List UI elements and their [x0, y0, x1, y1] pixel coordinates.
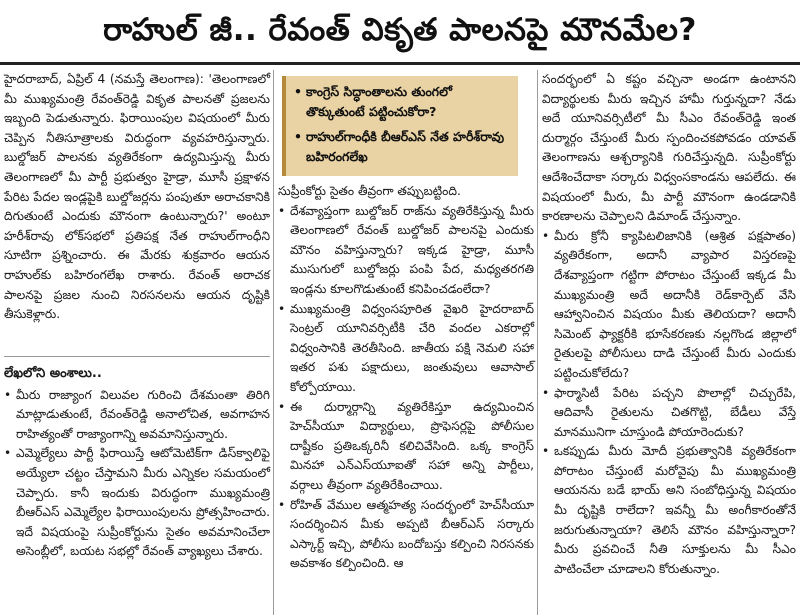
letter-point: • రోహిత్ వేముల ఆత్మహత్య సందర్భంలో హెచ్‌సీయూ సందర్శించిన మీకు అప్పటి బీఆర్ఎస్ సర్కారు ఎస్కార్ట్ ఇచ్చి, పోలీసు బందోబస్తు కల్పించి నిరసనకు అవకాశం కల్పించింది. ఆ	[278, 496, 534, 574]
letter-point: • దేశవ్యాప్తంగా బుల్డోజర్ రాజ్‌ను వ్యతిరేకిస్తున్న మీరు తెలంగాణలో రేవంత్ బుల్డోజర్ పాలనపై ఎందుకు మౌనం వహిస్తున్నారు? ఇక్కడ హైడ్రా, మూసీ ముసుగులో బుల్డోజర్లు పంపి పేద, మధ్యతరగతి ఇండ్లను కూలగొడుతుంటే కనిపించడంలేదా?	[278, 202, 534, 300]
letter-point: • ఎమ్మెల్యేలు పార్టీ ఫిరాయిస్తే ఆటోమెటిక్‌గా డిస్‌క్వాలిఫై అయ్యేలా చట్టం చేస్తామని మీరు ఎన్నికల సమయంలో చెప్పారు. కానీ ఇందుకు విరుద్ధంగా ముఖ్యమంత్రి బీఆర్ఎస్ ఎమ్మెల్యేల ఫిరాయింపులను ప్రోత్సహించారు. ఇదే విషయంపై సుప్రీంకోర్టును సైతం అవమానించేలా అసెంబ్లీలో, బయట సభల్లో రేవంత్ వ్యాఖ్యలు చేశారు.	[4, 444, 270, 562]
headline: రాహుల్ జీ.. రేవంత్ వికృత పాలనపై మౌనమేల?	[103, 12, 697, 48]
article-column-3	[542, 70, 796, 579]
letter-point: • మీరు క్రోనీ క్యాపిటలిజానికి (ఆశ్రిత పక్షపాతం) వ్యతిరేకంగా, అదానీ వ్యాపార విస్తరణపై దేశవ్యాప్తంగా గట్టిగా పోరాటం చేస్తుంటే ఇక్కడ మీ ముఖ్యమంత్రి అదే అదానీకి రెడ్‌కార్పెట్ వేసి ఆహ్వానించిన విషయం మీకు తెలియదా? అదానీ సిమెంట్ ఫ్యాక్టరీకి భూసేకరణకు నల్లగొండ జిల్లాలో రైతులపై పోలీసులు దాడి చేస్తుంటే మీరు ఎందుకు పట్టించుకోలేదు?	[542, 227, 796, 384]
highlight-point: • రాహుల్‌గాంధీకి బీఆర్ఎస్ నేత హరీశ్‌రావు బహిరంగలేఖ	[294, 127, 510, 167]
column-lead: సందర్భంలో ఏ కష్టం వచ్చినా అండగా ఉంటానని విద్యార్థులకు మీరు ఇచ్చిన హామీ గుర్తున్నదా? నేడు అదే యూనివర్సిటీలో మీ సీఎం రేవంత్‌రెడ్డి ఇంత దుర్మార్గం చేస్తుంటే మీరు స్పందించకపోవడం యావత్ తెలంగాణను ఆశ్చర్యానికి గురిచేస్తున్నది. సుప్రీంకోర్టు ఆదేశించేదాకా సర్కారు విధ్వంసకాండను ఆపలేదు. ఈ విషయంలో మీరు, మీ పార్టీ మౌనంగా ఉండడానికి కారణాలను చెప్పాలని డిమాండ్ చేస్తున్నాం.	[542, 72, 796, 224]
section-subheading: లేఖలోని అంశాలు..	[4, 366, 102, 381]
letter-point: • ముఖ్యమంత్రి విధ్వంసపూరిత వైఖరి హైదరాబాద్ సెంట్రల్ యూనివర్సిటీకి చేరి వందల ఎకరాల్లో విధ్వంసానికి తెరతీసింది. జాతీయ పక్షి నెమలి సహా ఇతర పశు పక్షాదులు, జంతువులు ఆవాసాల్ కోల్పోయాయి.	[278, 300, 534, 398]
letter-point: • ఫార్మాసిటీ పేరిట పచ్చని పొలాల్లో చిచ్చురేపి, ఆదివాసీ రైతులను చితగొట్టి, బేడీలు వేస్తే మానమునిగా చూస్తుండి పోయారెందుకు?	[542, 384, 796, 443]
letter-point: • ఒకప్పుడు మీరు మోదీ ప్రభుత్వానికి వ్యతిరేకంగా పోరాటం చేస్తుంటే మరోవైపు మీ ముఖ్యమంత్రి ఆయనను బడే భాయ్ అని సంబోధిస్తున్న విషయం మీ దృష్టికి రాలేదా? ఇవన్నీ మీ అంగీకారంతోనే జరుగుతున్నాయా? తెలిసే మౌనం వహిస్తున్నారా? మీరు ప్రవచించే నీతి సూక్తులను మీ సీఎం పాటించేలా చూడాలని కోరుతున్నాం.	[542, 442, 796, 579]
letter-point: • ఈ దుర్మార్గాన్ని వ్యతిరేకిస్తూ ఉద్యమించిన హెచ్‌సీయూ విద్యార్థులు, ప్రొఫెసర్లపై పోలీసుల దాష్టీకం ప్రతిఒక్కరినీ కలిచివేసింది. ఒక్క కాంగ్రెస్ మినహా ఎన్ఎస్‌యూఐతో సహా అన్ని పార్టీలు, వర్గాలు తీవ్రంగా వ్యతిరేకించాయి.	[278, 398, 534, 496]
article-column-1	[4, 70, 270, 325]
section-divider	[4, 356, 270, 357]
letter-points-section	[4, 362, 270, 562]
letter-point: • మీరు రాజ్యాంగ విలువల గురించి దేశమంతా తిరిగి మాట్లాడుతుంటే, రేవంత్‌రెడ్డి అనాలోచిత, అవగాహన రాహిత్యంతో రాజ్యాంగాన్ని అవమానిస్తున్నారు.	[4, 386, 270, 445]
column-lead: సుప్రీంకోర్టు సైతం తీవ్రంగా తప్పుబట్టింది.	[278, 184, 461, 198]
article-intro: హైదరాబాద్, ఏప్రిల్ 4 (నమస్తే తెలంగాణ): 'తెలంగాణలో మీ ముఖ్యమంత్రి రేవంత్‌రెడ్డి వికృత పాలనతో ప్రజలను ఇబ్బంది పెడుతున్నారు. ఫిరాయింపుల విషయంలో మీరు చెప్పిన నీతిసూత్రాలకు విరుద్ధంగా వ్యవహరిస్తున్నారు. బుల్డోజర్ పాలనకు వ్యతిరేకంగా ఉద్యమిస్తున్న మీరు తెలంగాణలో మీ పార్టీ ప్రభుత్వం హైడ్రా, మూసీ ప్రక్షాళన పేరిట పేదల ఇండ్లపైకి బుల్డోజర్లను పంపుతూ అరాచకానికి దిగుతుంటే ఎందుకు మౌనంగా ఉంటున్నారు?' అంటూ హరీశ్‌రావు లోక్‌సభలో ప్రతిపక్ష నేత రాహుల్‌గాంధీని సూటిగా ప్రశ్నించారు. ఈ మేరకు శుక్రవారం ఆయన రాహుల్‌కు బహిరంగలేఖ రాశారు. రేవంత్ అరాచక పాలనపై ప్రజల నుంచి నిరసనలను ఆయన దృష్టికి తీసుకెళ్లారు.	[4, 72, 270, 322]
column-divider	[273, 70, 274, 615]
column-divider	[537, 70, 538, 615]
article-column-2	[278, 182, 534, 574]
highlight-point: • కాంగ్రెస్ సిద్ధాంతాలను తుంగలో తొక్కుతుంటే పట్టించుకోరా?	[294, 82, 510, 122]
highlights-box	[282, 76, 518, 176]
headline-rule	[0, 62, 800, 65]
